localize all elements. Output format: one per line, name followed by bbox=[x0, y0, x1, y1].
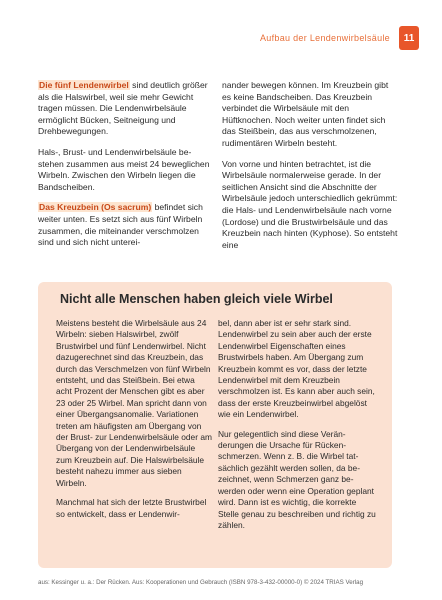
info-box-column-right bbox=[218, 318, 378, 539]
info-box bbox=[38, 282, 392, 568]
paragraph: Manchmal hat sich der letzte Brustwirbel so entwickelt, dass er Lendenwir- bbox=[56, 497, 207, 519]
text-column-right bbox=[222, 80, 398, 260]
paragraph: Von vorne und hinten betrachtet, ist die Wirbelsäule normalerweise gerade. In der seitlichen Ansicht sind die Abschnitte der Wirbelsäule jedoch unterschiedlich gekrümmt: die Hals- und Lendenwirbelsäule nach vorne (Lordose) und die Brustwirbelsäule und das Kreuzbein nach hinten (Kyphose). So entsteht eine bbox=[222, 158, 398, 250]
paragraph: bel, dann aber ist er sehr stark sind. Lendenwirbel zu sein aber auch der erste Lendenwirbel Eigenschaften eines Brustwirbels haben. Am Übergang zum Kreuzbein kommt es vor, dass der letzte Lendenwirbel mit dem Kreuzbein verschmolzen ist. Es kann aber auch sein, dass der erste Kreuzbeinwirbel abgelöst wie ein Lendenwirbel. bbox=[218, 318, 375, 420]
page-number-badge: 11 bbox=[399, 26, 419, 50]
footer-credit: aus: Kessinger u. a.: Der Rücken. Aus: Kooperationen und Gebrauch (ISBN 978-3-432-00000-0) © 2024 TRIAS Verlag bbox=[38, 579, 364, 586]
text-column-left bbox=[38, 80, 212, 258]
highlighted-term: Das Kreuzbein (Os sacrum) bbox=[39, 202, 152, 213]
highlighted-term: Die fünf Lendenwirbel bbox=[39, 80, 129, 90]
paragraph: nander bewegen können. Im Kreuzbein gibt es keine Bandscheiben. Das Kreuzbein verbindet die Wirbelsäule mit den Hüftknochen. Noch weiter unten findet sich das Steißbein, das aus verschmolzenen, rudimentären Wirbeln besteht. bbox=[222, 80, 389, 148]
paragraph-text: befindet sich weiter unten. Es setzt sich aus fünf Wirbeln zusammen, die miteinander verschmolzen sind und sich nicht unterei- bbox=[38, 202, 203, 248]
paragraph-text: sind deutlich größer als die Halswirbel, weil sie mehr Gewicht tragen müssen. Die Lendenwirbelsäule ermöglicht Bücken, Seitneigung und Drehbewegungen. bbox=[38, 80, 208, 137]
paragraph bbox=[38, 80, 212, 138]
paragraph: Hals-, Brust- und Lendenwirbelsäule bestehen zusammen aus meist 24 beweglichen Wirbeln. Zwischen den Wirbeln liegen die Bandscheiben. bbox=[38, 146, 210, 192]
info-box-column-left bbox=[56, 318, 212, 528]
paragraph bbox=[38, 202, 212, 248]
paragraph: Meistens besteht die Wirbelsäule aus 24 Wirbeln: sieben Halswirbel, zwölf Brustwirbel und fünf Lendenwirbel. Nicht dazugerechnet sind das Kreuzbein, das durch das Verschmelzen von fünf Wirbeln entsteht, und das Steißbein. Bei etwa acht Prozent der Menschen gibt es aber 23 oder 25 Wirbel. Man spricht dann von einer Übergangsanomalie. Variationen treten am häufigsten am Übergang von der Brust- zur Lendenwirbelsäule oder am Übergang von der Lendenwirbelsäule zum Kreuzbein auf. Die Halswirbelsäule besteht nahezu immer aus sieben Wirbeln. bbox=[56, 318, 212, 488]
paragraph: Nur gelegentlich sind diese Veränderungen die Ursache für Rückenschmerzen. Wenn z. B. die Wirbel tatsächlich gezählt werden sollen, da bezeichnet, wenn Schmerzen ganz bewerden oder wenn eine Operation geplant wird. Dann ist es wichtig, die korrekte Stelle genau zu beschreiben und richtig zu zählen. bbox=[218, 428, 376, 530]
running-head: Aufbau der Lendenwirbelsäule bbox=[260, 33, 390, 43]
info-box-title: Nicht alle Menschen haben gleich viele Wirbel bbox=[60, 292, 333, 306]
